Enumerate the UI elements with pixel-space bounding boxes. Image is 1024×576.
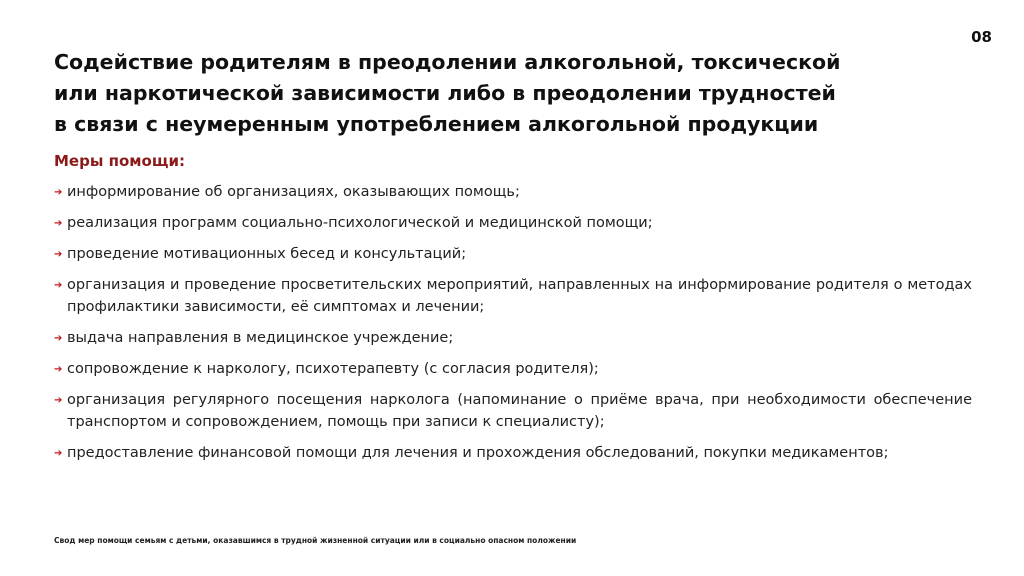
page-number: 08	[971, 28, 992, 46]
footer-note: Свод мер помощи семьям с детьми, оказавшимся в трудной жизненной ситуации или в социально опасном положении	[54, 536, 577, 545]
arrow-right-icon: ➔	[54, 218, 63, 229]
list-item	[54, 442, 972, 464]
list-item-text: сопровождение к наркологу, психотерапевту (с согласия родителя);	[67, 361, 599, 377]
list-item	[54, 327, 972, 349]
arrow-right-icon: ➔	[54, 333, 63, 344]
list-item	[54, 274, 972, 318]
arrow-right-icon: ➔	[54, 364, 63, 375]
arrow-right-icon: ➔	[54, 448, 63, 459]
list-item-text: предоставление финансовой помощи для лечения и прохождения обследований, покупки медикаментов;	[67, 445, 889, 461]
list-item	[54, 358, 972, 380]
list-item-text: информирование об организациях, оказывающих помощь;	[67, 184, 520, 200]
list-item-text: проведение мотивационных бесед и консультаций;	[67, 246, 467, 262]
page-title: Содействие родителям в преодолении алкогольной, токсической или наркотической зависимости либо в преодолении трудностей в связи с неумеренным употреблением алкогольной продукции	[54, 50, 841, 136]
measures-list	[54, 181, 972, 473]
arrow-right-icon: ➔	[54, 249, 63, 260]
list-item-text: реализация программ социально-психологической и медицинской помощи;	[67, 215, 653, 231]
list-item-text: организация и проведение просветительских мероприятий, направленных на информирование родителя о методах профилактики зависимости, её симптомах и лечении;	[67, 277, 972, 315]
list-item	[54, 389, 972, 433]
list-item	[54, 181, 972, 203]
section-label: Меры помощи:	[54, 152, 185, 170]
arrow-right-icon: ➔	[54, 395, 63, 406]
arrow-right-icon: ➔	[54, 280, 63, 291]
list-item-text: организация регулярного посещения нарколога (напоминание о приёме врача, при необходимости обеспечение транспортом и сопровождением, помощь при записи к специалисту);	[67, 392, 972, 430]
arrow-right-icon: ➔	[54, 187, 63, 198]
list-item	[54, 212, 972, 234]
list-item-text: выдача направления в медицинское учреждение;	[67, 330, 454, 346]
list-item	[54, 243, 972, 265]
